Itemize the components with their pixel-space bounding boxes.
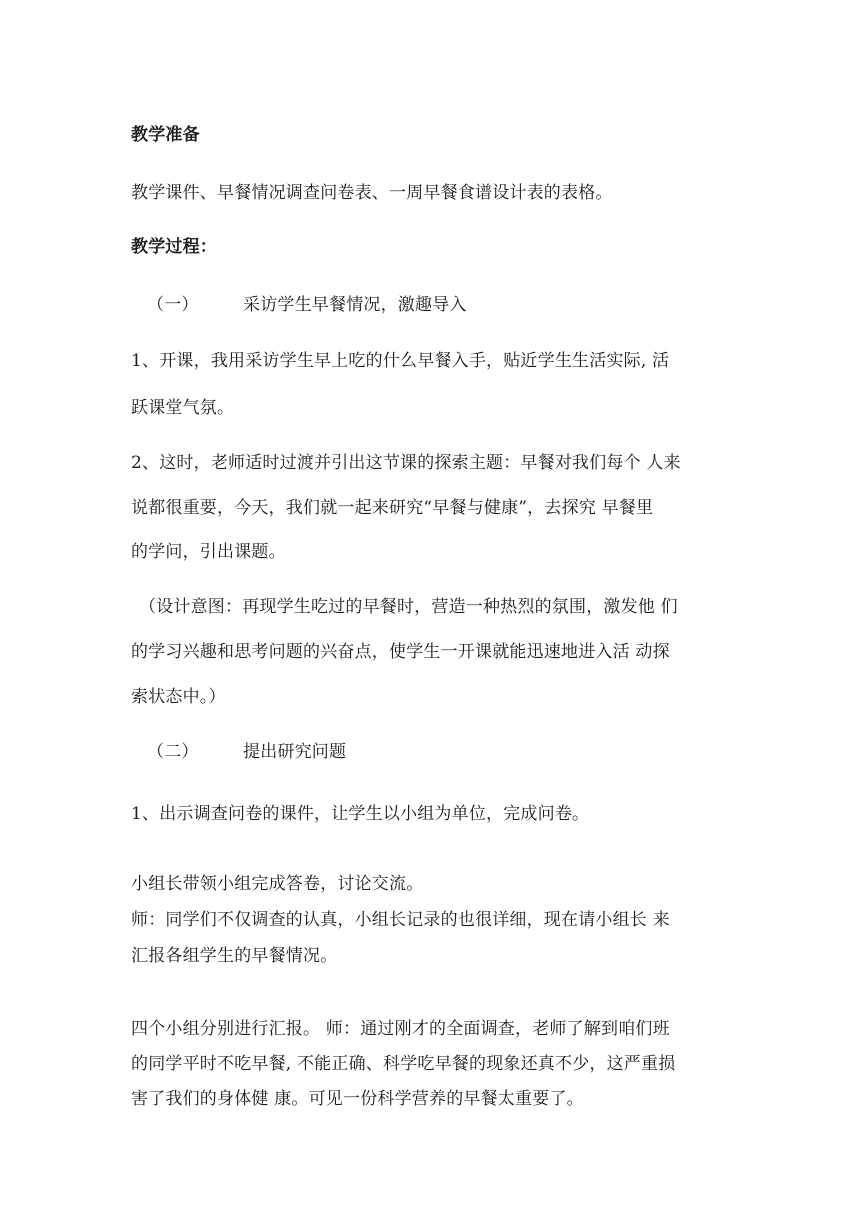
paragraph-1-line-2: 跃课堂气氛。 [131,398,235,418]
paragraph-6-line-2: 的同学平时不吃早餐, 不能正确、科学吃早餐的现象还真不少，这严重损 [131,1054,676,1074]
paragraph-1-line-1: 1、开课，我用采访学生早上吃的什么早餐入手，贴近学生生活实际, 活 [131,351,670,371]
prep-heading: 教学准备 [131,125,200,145]
process-heading: 教学过程： [131,237,217,257]
section-1-number: （一） [147,295,199,315]
paragraph-2-line-3: 的学问，引出课题。 [131,542,286,562]
section-2-heading [147,740,346,764]
paragraph-2-line-1: 2、这时，老师适时过渡并引出这节课的探索主题：早餐对我们每个 人来 [131,453,681,473]
section-1-title: 采访学生早餐情况，激趣导入 [243,295,467,315]
paragraph-3: 1、出示调查问卷的课件，让学生以小组为单位，完成问卷。 [131,804,590,824]
prep-text: 教学课件、早餐情况调查问卷表、一周早餐食谱设计表的表格。 [131,183,613,203]
paragraph-6-line-3: 害了我们的身体健 康。可见一份科学营养的早餐太重要了。 [131,1089,584,1109]
section-2-title: 提出研究问题 [243,742,347,762]
section-1-heading [147,293,467,317]
paragraph-5-line-1: 师：同学们不仅调查的认真，小组长记录的也很详细，现在请小组长 来 [131,910,670,930]
design-note-line-3: 索状态中。） [131,687,226,707]
section-2-number: （二） [147,742,199,762]
paragraph-6-line-1: 四个小组分别进行汇报。 师：通过刚才的全面调查，老师了解到咱们班 [131,1019,670,1039]
paragraph-4: 小组长带领小组完成答卷，讨论交流。 [131,874,424,894]
paragraph-2-line-2: 说都很重要，今天，我们就一起来研究“早餐与健康”，去探究 早餐里 [131,498,654,518]
paragraph-5-line-2: 汇报各组学生的早餐情况。 [131,946,338,966]
design-note-line-1: （设计意图：再现学生吃过的早餐时，营造一种热烈的氛围，激发他 们 [139,597,678,617]
design-note-line-2: 的学习兴趣和思考问题的兴奋点，使学生一开课就能迅速地进入活 动探 [131,642,670,662]
